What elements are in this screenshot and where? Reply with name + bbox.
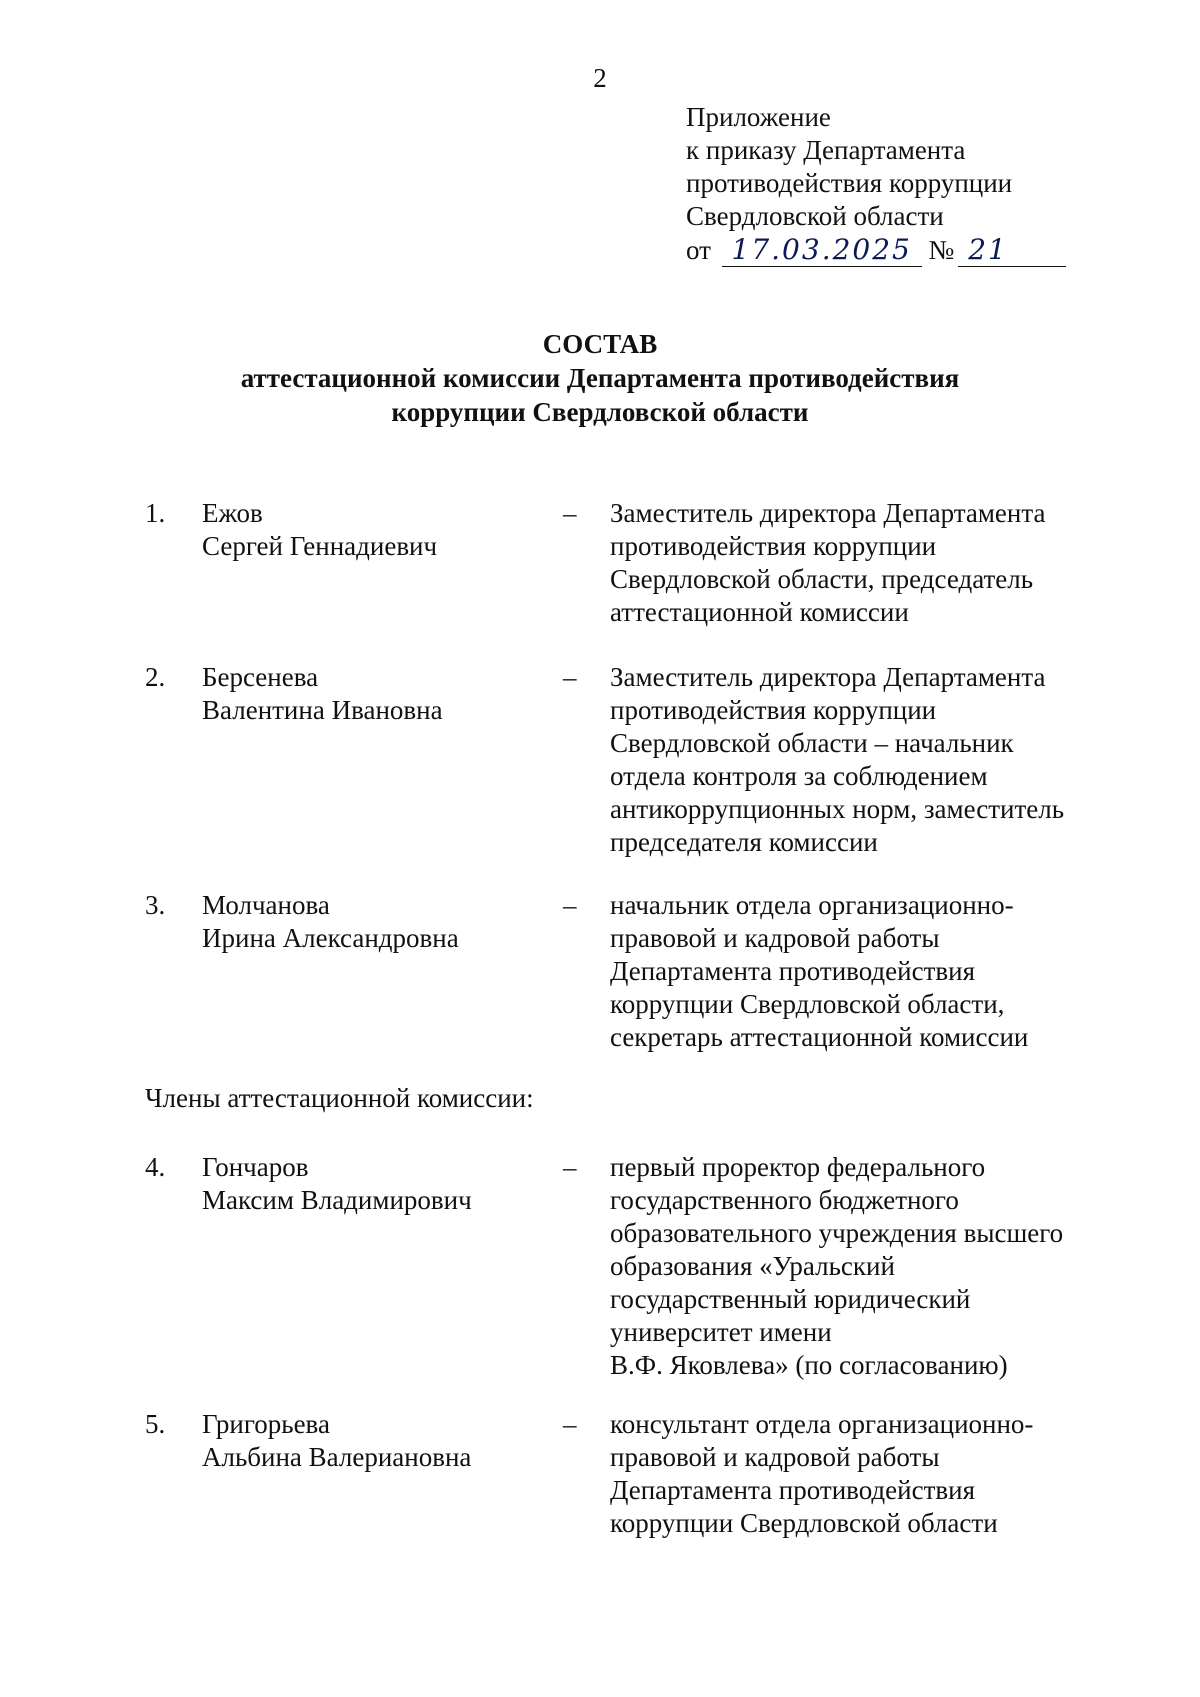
member-role xyxy=(610,1151,1110,1382)
entry-number: 5. xyxy=(145,1409,166,1439)
role-line: правовой и кадровой работы xyxy=(610,923,940,953)
member-role xyxy=(610,497,1110,629)
role-line: Свердловской области, председатель xyxy=(610,564,1034,594)
role-line: образования «Уральский xyxy=(610,1251,895,1281)
role-line: коррупции Свердловской области, xyxy=(610,989,1005,1019)
date-prefix: от xyxy=(686,235,711,265)
role-line: Заместитель директора Департамента xyxy=(610,498,1046,528)
order-date-line xyxy=(686,233,1156,267)
member-name xyxy=(202,497,532,563)
member-role xyxy=(610,661,1110,859)
member-role xyxy=(610,889,1110,1054)
member-surname: Григорьева xyxy=(202,1409,330,1439)
member-given-names: Сергей Геннадиевич xyxy=(202,531,438,561)
document-title xyxy=(0,327,1200,429)
appendix-line: Свердловской области xyxy=(686,201,944,231)
member-name xyxy=(202,889,532,955)
role-line: Свердловской области – начальник xyxy=(610,728,1014,758)
member-name xyxy=(202,1408,532,1474)
dash-separator: – xyxy=(563,1409,577,1439)
entry-number: 3. xyxy=(145,890,166,920)
role-line: противодействия коррупции xyxy=(610,531,937,561)
role-line: В.Ф. Яковлева» (по согласованию) xyxy=(610,1350,1008,1380)
member-surname: Гончаров xyxy=(202,1152,309,1182)
dash-separator: – xyxy=(563,498,577,528)
role-line: отдела контроля за соблюдением xyxy=(610,761,988,791)
appendix-block xyxy=(686,101,1156,267)
member-given-names: Максим Владимирович xyxy=(202,1185,472,1215)
role-line: начальник отдела организационно- xyxy=(610,890,1014,920)
member-role xyxy=(610,1408,1110,1540)
title-line: аттестационной комиссии Департамента противодействия xyxy=(240,363,960,393)
member-surname: Берсенева xyxy=(202,662,319,692)
members-heading: Члены аттестационной комиссии: xyxy=(145,1083,534,1113)
role-line: секретарь аттестационной комиссии xyxy=(610,1022,1029,1052)
entry-number: 1. xyxy=(145,498,166,528)
role-line: правовой и кадровой работы xyxy=(610,1442,940,1472)
member-surname: Ежов xyxy=(202,498,263,528)
appendix-line: противодействия коррупции xyxy=(686,168,1013,198)
role-line: образовательного учреждения высшего xyxy=(610,1218,1064,1248)
dash-separator: – xyxy=(563,1152,577,1182)
dash-separator: – xyxy=(563,662,577,692)
member-name xyxy=(202,661,532,727)
page-number: 2 xyxy=(593,63,607,93)
role-line: первый проректор федерального xyxy=(610,1152,986,1182)
role-line: государственного бюджетного xyxy=(610,1185,959,1215)
entry-number: 4. xyxy=(145,1152,166,1182)
role-line: Заместитель директора Департамента xyxy=(610,662,1046,692)
role-line: коррупции Свердловской области xyxy=(610,1508,998,1538)
appendix-line: Приложение xyxy=(686,102,831,132)
member-given-names: Ирина Александровна xyxy=(202,923,459,953)
title-line: СОСТАВ xyxy=(542,329,658,359)
role-line: председателя комиссии xyxy=(610,827,878,857)
title-line: коррупции Свердловской области xyxy=(391,397,809,427)
handwritten-number: 21 xyxy=(958,233,1066,267)
appendix-line: к приказу Департамента xyxy=(686,135,966,165)
role-line: государственный юридический xyxy=(610,1284,971,1314)
member-surname: Молчанова xyxy=(202,890,330,920)
role-line: противодействия коррупции xyxy=(610,695,937,725)
role-line: антикоррупционных норм, заместитель xyxy=(610,794,1065,824)
entry-number: 2. xyxy=(145,662,166,692)
handwritten-date: 17.03.2025 xyxy=(722,233,922,267)
number-prefix: № xyxy=(928,235,955,265)
member-given-names: Валентина Ивановна xyxy=(202,695,443,725)
role-line: консультант отдела организационно- xyxy=(610,1409,1034,1439)
member-given-names: Альбина Валериановна xyxy=(202,1442,472,1472)
role-line: Департамента противодействия xyxy=(610,1475,976,1505)
role-line: Департамента противодействия xyxy=(610,956,976,986)
member-name xyxy=(202,1151,532,1217)
role-line: аттестационной комиссии xyxy=(610,597,909,627)
dash-separator: – xyxy=(563,890,577,920)
role-line: университет имени xyxy=(610,1317,832,1347)
